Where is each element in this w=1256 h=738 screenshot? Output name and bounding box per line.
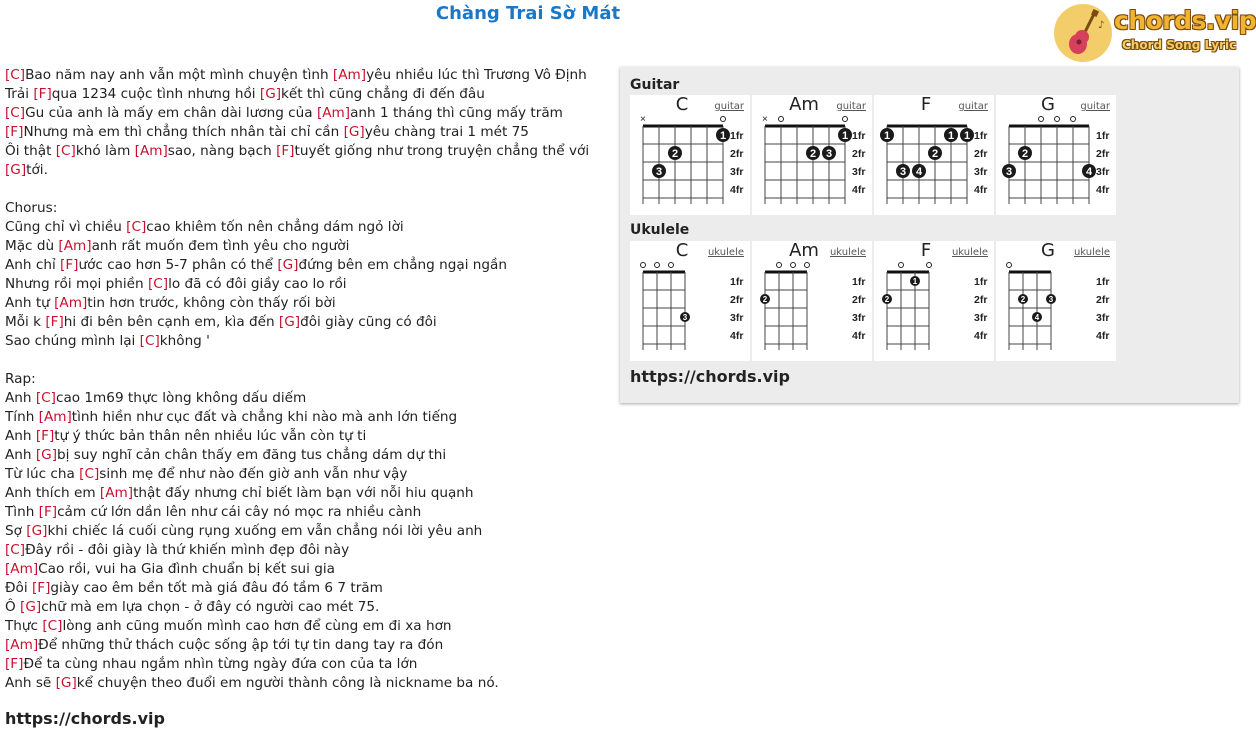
- open-string-marker: [791, 263, 796, 268]
- fret-number-label: 3fr: [730, 166, 744, 178]
- chord-link[interactable]: [G]: [278, 314, 301, 330]
- lyric-text: tin hơn trước, không còn thấy rối bời: [87, 295, 336, 311]
- lyric-text: đứng bên em chẳng ngại ngần: [298, 257, 507, 273]
- lyric-text: Chorus:: [5, 200, 58, 216]
- lyric-text: Sao chúng mình lại: [5, 333, 140, 349]
- lyric-text: Đây rồi - đôi giày là thứ khiến mình đẹp đôi này: [25, 542, 350, 558]
- fret-number-label: 1fr: [974, 130, 988, 142]
- chord-link[interactable]: [F]: [60, 257, 79, 273]
- lyric-line: [5, 332, 610, 351]
- finger-number: 3: [1005, 166, 1013, 178]
- lyric-text: Mỗi k: [5, 314, 46, 330]
- lyric-text: yêu nhiều lúc thì Trương Vô Định: [366, 67, 587, 83]
- fret-number-label: 3fr: [852, 312, 866, 324]
- lyric-text: Đôi: [5, 580, 32, 596]
- chord-name: G: [1041, 240, 1055, 261]
- lyric-text: Tính: [5, 409, 39, 425]
- chord-link[interactable]: [F]: [35, 428, 55, 444]
- svg-text:♪: ♪: [1098, 20, 1105, 31]
- finger-number: 2: [671, 148, 679, 160]
- finger-number: 3: [682, 313, 688, 322]
- lyric-text: Anh sẽ: [5, 675, 56, 691]
- fretboard-grid: [752, 241, 872, 361]
- lyric-line: [5, 389, 610, 408]
- chord-diagram-link[interactable]: guitar: [714, 101, 744, 112]
- lyric-text: ước cao hơn 5-7 phân có thể: [78, 257, 278, 273]
- lyric-line: [5, 142, 610, 161]
- chord-link[interactable]: [F]: [5, 124, 24, 140]
- lyric-line: [5, 180, 610, 199]
- chord-link[interactable]: [Am]: [38, 409, 72, 425]
- fret-number-label: 3fr: [974, 312, 988, 324]
- lyric-text: Anh tự: [5, 295, 55, 311]
- open-string-marker: [777, 263, 782, 268]
- open-string-marker: [669, 263, 674, 268]
- muted-string-marker: ×: [640, 114, 646, 125]
- chord-name: C: [675, 94, 689, 115]
- lyric-line: [5, 674, 610, 693]
- finger-number: 1: [947, 130, 955, 142]
- lyric-line: [5, 313, 610, 332]
- lyric-text: Mặc dù: [5, 238, 59, 254]
- open-string-marker: [899, 263, 904, 268]
- guitar-logo-icon: [1054, 4, 1112, 62]
- fret-number-label: 4fr: [730, 330, 744, 342]
- fret-number-label: 3fr: [730, 312, 744, 324]
- chord-link[interactable]: [Am]: [99, 485, 134, 501]
- open-string-marker: [843, 117, 848, 122]
- chord-diagram-link[interactable]: ukulele: [951, 247, 988, 258]
- lyric-text: lo đã có đôi giầy cao lo rồi: [168, 276, 347, 292]
- finger-number: 1: [883, 130, 891, 142]
- chord-diagram-am[interactable]: [752, 95, 872, 215]
- logo-tagline: Chord Song Lyric: [1122, 38, 1237, 52]
- lyric-line: [5, 294, 610, 313]
- fret-number-label: 3fr: [1096, 166, 1110, 178]
- chord-diagram-c[interactable]: [630, 241, 750, 361]
- chord-link[interactable]: [C]: [5, 105, 26, 121]
- open-string-marker: [1055, 117, 1060, 122]
- chord-link[interactable]: [G]: [259, 86, 282, 102]
- finger-number: 2: [762, 295, 768, 304]
- fret-number-label: 2fr: [852, 294, 866, 306]
- fret-number-label: 4fr: [1096, 184, 1110, 196]
- chord-name: F: [920, 94, 932, 115]
- lyric-text: lòng anh cũng muốn mình cao hơn để cùng em đi xa hơn: [62, 618, 452, 634]
- finger-number: 1: [719, 130, 727, 142]
- lyric-line: [5, 617, 610, 636]
- fret-number-label: 2fr: [974, 148, 988, 160]
- lyrics-body: [5, 66, 610, 693]
- lyric-text: cao 1m69 thực lòng không dấu diếm: [55, 390, 307, 406]
- finger-number: 2: [809, 148, 817, 160]
- lyric-line: [5, 446, 610, 465]
- finger-number: 1: [912, 277, 918, 286]
- lyric-text: kết thì cũng chẳng đi đến đâu: [281, 86, 485, 102]
- lyric-line: [5, 161, 610, 180]
- open-string-marker: [1071, 117, 1076, 122]
- lyric-line: [5, 370, 610, 389]
- lyric-line: [5, 655, 610, 674]
- lyric-line: [5, 408, 610, 427]
- lyric-text: Rap:: [5, 371, 36, 387]
- lyric-text: Sợ: [5, 523, 27, 539]
- fret-number-label: 3fr: [974, 166, 988, 178]
- lyric-line: [5, 218, 610, 237]
- chord-link[interactable]: [G]: [26, 523, 48, 539]
- lyric-line: [5, 427, 610, 446]
- open-string-marker: [721, 117, 726, 122]
- fret-number-label: 1fr: [730, 130, 744, 142]
- chord-link[interactable]: [G]: [20, 599, 42, 615]
- lyric-text: Bao năm nay anh vẫn một mình chuyện tình: [25, 67, 333, 83]
- fret-number-label: 3fr: [852, 166, 866, 178]
- lyric-text: Ô: [5, 599, 21, 615]
- open-string-marker: [1039, 117, 1044, 122]
- lyric-text: chữ mà em lựa chọn - ở đây có người cao mét 75.: [41, 599, 380, 615]
- lyric-text: Anh: [5, 447, 36, 463]
- chord-link[interactable]: [Am]: [316, 105, 351, 121]
- chord-diagram-link[interactable]: guitar: [958, 101, 988, 112]
- chord-link[interactable]: [F]: [5, 656, 24, 672]
- guitar-diagrams: [630, 95, 1120, 215]
- chord-link[interactable]: [G]: [5, 162, 27, 178]
- song-title: Chàng Trai Sờ Mát: [435, 3, 621, 24]
- lyric-text: cảm cứ lớn dần lên như cái cây nó mọc ra nhiều cành: [57, 504, 422, 520]
- chord-diagram-g[interactable]: [996, 95, 1116, 215]
- chord-link[interactable]: [Am]: [5, 637, 39, 653]
- site-logo[interactable]: [1054, 4, 1256, 62]
- fret-number-label: 4fr: [974, 330, 988, 342]
- chord-link[interactable]: [Am]: [54, 295, 88, 311]
- fret-number-label: 2fr: [1096, 148, 1110, 160]
- lyric-text: khi chiếc lá cuối cùng rụng xuống em vẫn chẳng nói lời yêu anh: [47, 523, 483, 539]
- finger-number: 4: [915, 166, 923, 178]
- guitar-section-label: Guitar: [630, 77, 680, 93]
- finger-number: 2: [1020, 295, 1026, 304]
- chord-link[interactable]: [C]: [147, 276, 169, 292]
- lyric-line: [5, 484, 610, 503]
- chord-link[interactable]: [Am]: [58, 238, 92, 254]
- lyric-text: anh 1 tháng thì cũng mấy trăm: [350, 105, 563, 121]
- fret-number-label: 2fr: [974, 294, 988, 306]
- lyric-text: giày cao êm bền tốt mà giá đâu đó tầm 6 7 trăm: [50, 580, 383, 596]
- finger-number: 2: [884, 295, 890, 304]
- lyric-line: [5, 636, 610, 655]
- fret-number-label: 1fr: [1096, 276, 1110, 288]
- lyric-text: anh rất muốn đem tình yêu cho người: [91, 238, 350, 254]
- lyric-line: [5, 465, 610, 484]
- lyric-line: [5, 237, 610, 256]
- open-string-marker: [805, 263, 810, 268]
- chord-name: G: [1041, 94, 1055, 115]
- lyric-line: [5, 123, 610, 142]
- fretboard-grid: [874, 95, 994, 215]
- lyric-text: tự ý thức bản thân nên nhiều lúc vẫn còn tự ti: [54, 428, 367, 444]
- chord-diagram-g[interactable]: [996, 241, 1116, 361]
- finger-number: 3: [655, 166, 663, 178]
- chord-link[interactable]: [C]: [79, 466, 100, 482]
- finger-number: 1: [963, 130, 971, 142]
- fret-number-label: 1fr: [974, 276, 988, 288]
- lyric-line: [5, 199, 610, 218]
- lyric-line: [5, 579, 610, 598]
- lyric-line: [5, 541, 610, 560]
- lyric-text: sinh mẹ để như nào đến giờ anh vẫn như vậy: [99, 466, 408, 482]
- chord-name: Am: [789, 94, 819, 115]
- lyric-text: cao khiêm tốn nên chẳng dám ngỏ lời: [146, 219, 404, 235]
- lyric-text: sao, nàng bạch: [167, 143, 277, 159]
- chord-diagram-link[interactable]: guitar: [836, 101, 866, 112]
- chord-link[interactable]: [C]: [5, 67, 26, 83]
- chord-link[interactable]: [Am]: [332, 67, 367, 83]
- fretboard-grid: [996, 241, 1116, 361]
- lyric-text: Từ lúc cha: [5, 466, 80, 482]
- fret-number-label: 4fr: [974, 184, 988, 196]
- lyric-text: kể chuyện theo đuổi em người thành công là nickname ba nó.: [76, 675, 499, 691]
- fretboard-grid: [752, 95, 872, 215]
- lyric-text: Trải: [5, 86, 34, 102]
- chord-name: F: [920, 240, 932, 261]
- lyric-text: Để những thử thách cuộc sống ập tới tự tin dang tay ra đón: [38, 637, 444, 653]
- chord-link[interactable]: [Am]: [134, 143, 168, 159]
- chord-link[interactable]: [G]: [55, 675, 77, 691]
- fret-number-label: 4fr: [1096, 330, 1110, 342]
- lyric-text: Thực: [5, 618, 43, 634]
- fret-number-label: 1fr: [852, 130, 866, 142]
- lyric-text: Anh: [5, 390, 36, 406]
- finger-number: 2: [931, 148, 939, 160]
- lyric-line: [5, 351, 610, 370]
- lyric-text: qua 1234 cuộc tình nhưng hồi: [51, 86, 260, 102]
- chord-link[interactable]: [G]: [343, 124, 365, 140]
- lyric-text: Anh chỉ: [5, 257, 61, 273]
- lyric-line: [5, 104, 610, 123]
- lyric-line: [5, 522, 610, 541]
- lyric-text: Tình: [5, 504, 39, 520]
- lyric-text: Nhưng rồi mọi phiền: [5, 276, 148, 292]
- chord-diagram-link[interactable]: ukulele: [707, 247, 744, 258]
- fret-number-label: 1fr: [852, 276, 866, 288]
- fret-number-label: 4fr: [852, 184, 866, 196]
- open-string-marker: [655, 263, 660, 268]
- chord-link[interactable]: [F]: [31, 580, 51, 596]
- lyric-text: Gu của anh là mấy em chân dài lương của: [25, 105, 317, 121]
- lyric-line: [5, 256, 610, 275]
- finger-number: 3: [899, 166, 907, 178]
- lyric-text: Để ta cùng nhau ngắm nhìn từng ngày đứa con của ta lớn: [23, 656, 418, 672]
- lyric-line: [5, 66, 610, 85]
- fret-number-label: 2fr: [730, 148, 744, 160]
- chord-link[interactable]: [G]: [35, 447, 58, 463]
- chord-link[interactable]: [C]: [126, 219, 147, 235]
- chord-diagram-link[interactable]: guitar: [1080, 101, 1110, 112]
- fretboard-grid: [874, 241, 994, 361]
- chord-diagram-link[interactable]: ukulele: [829, 247, 866, 258]
- chord-link[interactable]: [C]: [35, 390, 56, 406]
- chord-name: C: [675, 240, 689, 261]
- open-string-marker: [641, 263, 646, 268]
- chord-link[interactable]: [F]: [33, 86, 52, 102]
- lyric-text: Cũng chỉ vì chiều: [5, 219, 127, 235]
- fret-number-label: 4fr: [852, 330, 866, 342]
- lyric-text: thật đấy nhưng chỉ biết làm bạn với nỗi hiu quạnh: [133, 485, 474, 501]
- lyric-text: Anh: [5, 428, 36, 444]
- chord-link[interactable]: [C]: [139, 333, 160, 349]
- ukulele-diagrams: [630, 241, 1120, 361]
- finger-number: 3: [825, 148, 833, 160]
- panel-site-url[interactable]: https://chords.vip: [630, 367, 790, 386]
- logo-wordmark: chords.vip: [1114, 6, 1256, 35]
- lyric-line: [5, 503, 610, 522]
- lyric-text: đôi giày cũng có đôi: [300, 314, 437, 330]
- lyric-text: Cao rồi, vui ha Gia đình chuẩn bị kết sui gia: [38, 561, 336, 577]
- lyric-text: tới.: [26, 162, 48, 178]
- chord-link[interactable]: [F]: [45, 314, 64, 330]
- lyric-line: [5, 560, 610, 579]
- lyric-text: yêu chàng trai 1 mét 75: [364, 124, 529, 140]
- finger-number: 4: [1034, 313, 1040, 322]
- muted-string-marker: ×: [762, 114, 768, 125]
- chord-link[interactable]: [Am]: [5, 561, 39, 577]
- fret-number-label: 1fr: [730, 276, 744, 288]
- chord-name: Am: [789, 240, 819, 261]
- chord-link[interactable]: [G]: [277, 257, 299, 273]
- open-string-marker: [779, 117, 784, 122]
- chord-diagram-f[interactable]: [874, 95, 994, 215]
- open-string-marker: [927, 263, 932, 268]
- fret-number-label: 4fr: [730, 184, 744, 196]
- open-string-marker: [1007, 263, 1012, 268]
- chord-diagram-link[interactable]: ukulele: [1073, 247, 1110, 258]
- finger-number: 1: [841, 130, 849, 142]
- finger-number: 3: [1048, 295, 1054, 304]
- chord-link[interactable]: [C]: [5, 542, 26, 558]
- fretboard-grid: [630, 241, 750, 361]
- chord-diagram-f[interactable]: [874, 241, 994, 361]
- lyric-line: [5, 598, 610, 617]
- chord-link[interactable]: [F]: [38, 504, 58, 520]
- lyric-text: không ': [159, 333, 210, 349]
- lyric-text: bị suy nghĩ cản chân thấy em đăng tus chẳng dám dự thi: [57, 447, 447, 463]
- lyric-text: hi đi bên bên cạnh em, kìa đến: [63, 314, 279, 330]
- chord-link[interactable]: [F]: [276, 143, 295, 159]
- finger-number: 2: [1021, 148, 1029, 160]
- finger-number: 4: [1085, 166, 1093, 178]
- lyric-text: khó làm: [75, 143, 135, 159]
- fret-number-label: 1fr: [1096, 130, 1110, 142]
- lyric-text: tình hiền như cục đất và chẳng khi nào mà anh lớn tiếng: [71, 409, 458, 425]
- chord-diagram-panel: [620, 67, 1239, 403]
- fretboard-grid: [630, 95, 750, 215]
- chord-diagram-am[interactable]: [752, 241, 872, 361]
- ukulele-section-label: Ukulele: [630, 222, 690, 238]
- lyric-line: [5, 275, 610, 294]
- fret-number-label: 2fr: [852, 148, 866, 160]
- lyric-text: Ôi thật: [5, 143, 56, 159]
- lyric-line: [5, 85, 610, 104]
- lyric-text: Anh thích em: [5, 485, 100, 501]
- chord-link[interactable]: [C]: [42, 618, 63, 634]
- chord-link[interactable]: [C]: [55, 143, 76, 159]
- lyric-text: Nhưng mà em thì chẳng thích nhân tài chỉ cần: [23, 124, 344, 140]
- fret-number-label: 2fr: [1096, 294, 1110, 306]
- fretboard-grid: [996, 95, 1116, 215]
- lyric-text: tuyết giống như trong truyện chẳng thể với: [294, 143, 590, 159]
- site-url-footer[interactable]: https://chords.vip: [5, 709, 165, 728]
- fret-number-label: 3fr: [1096, 312, 1110, 324]
- fret-number-label: 2fr: [730, 294, 744, 306]
- chord-diagram-c[interactable]: [630, 95, 750, 215]
